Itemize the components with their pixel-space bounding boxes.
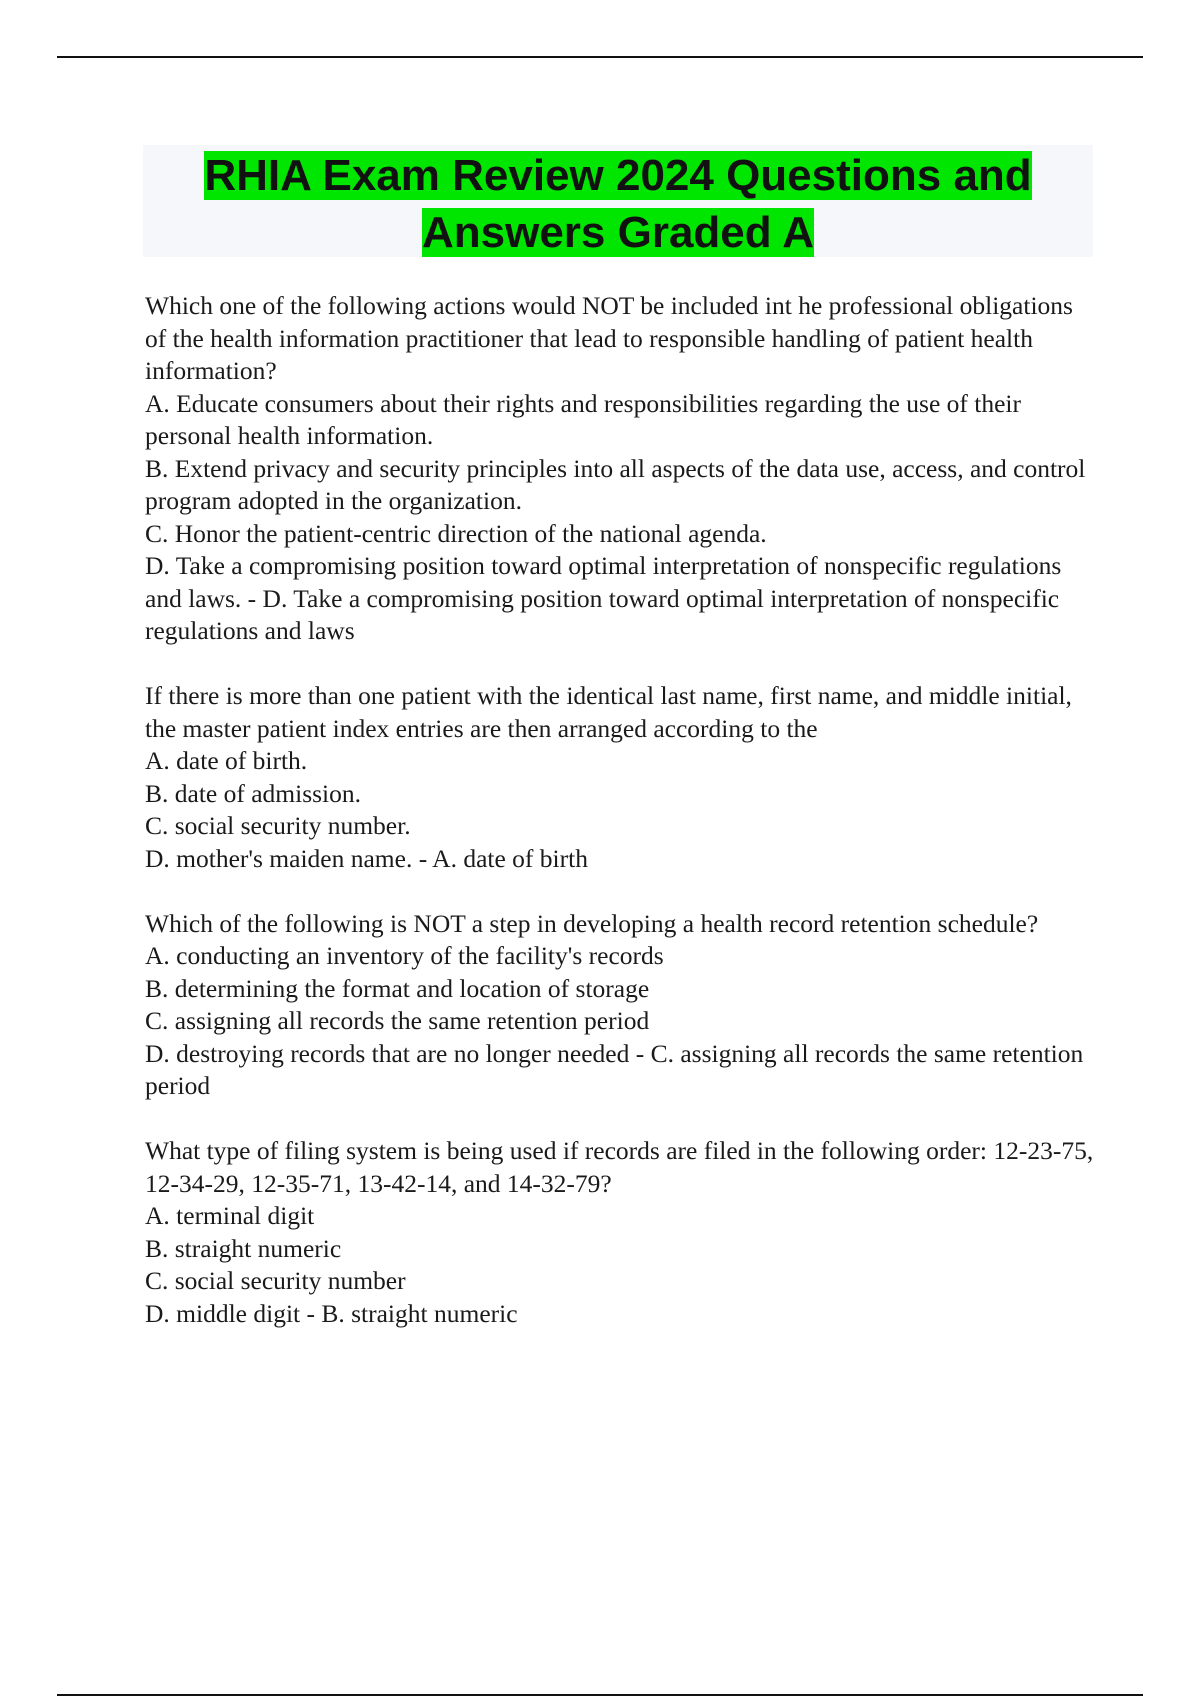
question-list <box>145 290 1095 1363</box>
answer-option: B. determining the format and location of storage <box>145 973 650 1003</box>
page-title-text: RHIA Exam Review 2024 Questions and Answers Graded A <box>204 151 1032 257</box>
answer-option: C. social security number. <box>145 811 411 840</box>
question-block-1 <box>145 290 1095 648</box>
question-text: If there is more than one patient with the identical last name, first name, and middle initial, the master patient index entries are then arranged according to the <box>145 681 1072 743</box>
answer-option: A. date of birth. <box>145 746 308 775</box>
question-text: What type of filing system is being used if records are filed in the following order: 12-23-75, 12-34-29, 12-35-71, 13-42-14, and 14-32-79? <box>145 1136 1094 1198</box>
top-rule <box>57 56 1143 58</box>
answer-option: B. date of admission. <box>145 778 362 808</box>
answer-option: C. assigning all records the same retention period <box>145 1006 650 1035</box>
answer-option: A. conducting an inventory of the facility's records <box>145 941 664 970</box>
page-title <box>143 145 1093 261</box>
answer-option: C. social security number <box>145 1266 406 1295</box>
question-text: Which of the following is NOT a step in developing a health record retention schedule? <box>145 908 1039 938</box>
answer-option: B. straight numeric <box>145 1233 342 1263</box>
question-block-4 <box>145 1135 1095 1330</box>
answer-option: A. Educate consumers about their rights and responsibilities regarding the use of their personal health information. <box>145 388 1021 450</box>
question-text: Which one of the following actions would NOT be included int he professional obligations of the health information practitioner that lead to responsible handling of patient health information? <box>145 291 1073 385</box>
question-block-2 <box>145 680 1095 875</box>
answer-option-with-answer: D. middle digit - B. straight numeric <box>145 1298 518 1328</box>
answer-option: B. Extend privacy and security principles into all aspects of the data use, access, and control program adopted in the organization. <box>145 453 1086 515</box>
bottom-rule <box>57 1694 1143 1696</box>
answer-option: A. terminal digit <box>145 1201 315 1230</box>
answer-option-with-answer: D. destroying records that are no longer needed - C. assigning all records the same retention period <box>145 1038 1084 1100</box>
answer-option-with-answer: D. mother's maiden name. - A. date of birth <box>145 843 588 873</box>
title-banner <box>143 145 1093 257</box>
answer-option: C. Honor the patient-centric direction of the national agenda. <box>145 518 767 548</box>
answer-option-with-answer: D. Take a compromising position toward optimal interpretation of nonspecific regulations and laws. - D. Take a compromising position toward optimal interpretation of nonspecific regulations and laws <box>145 551 1062 645</box>
question-block-3 <box>145 908 1095 1103</box>
